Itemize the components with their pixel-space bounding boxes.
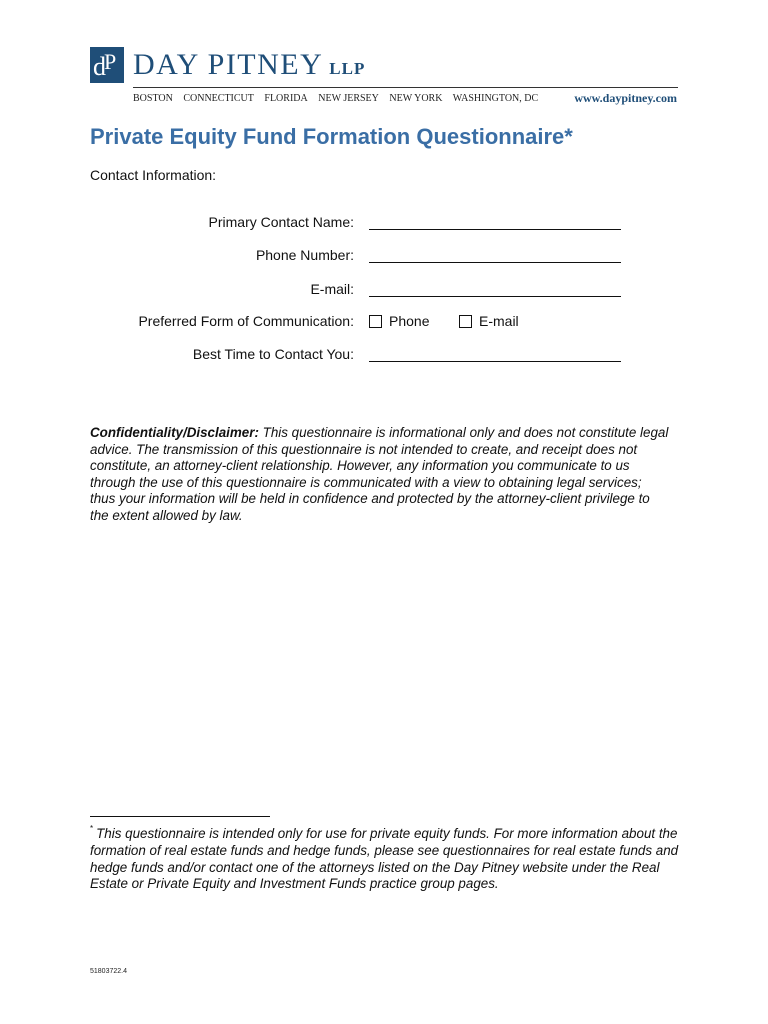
office-boston: BOSTON bbox=[133, 93, 173, 104]
best-time-field[interactable] bbox=[369, 361, 621, 362]
firm-name bbox=[133, 50, 365, 84]
preferred-communication-label: Preferred Form of Communication: bbox=[138, 313, 354, 329]
website-link[interactable]: www.daypitney.com bbox=[574, 91, 677, 105]
firm-suffix: LLP bbox=[329, 59, 366, 78]
office-connecticut: CONNECTICUT bbox=[183, 93, 254, 104]
office-new-jersey: NEW JERSEY bbox=[318, 93, 379, 104]
phone-checkbox[interactable] bbox=[369, 315, 382, 328]
svg-text:P: P bbox=[104, 49, 117, 74]
office-list bbox=[133, 93, 546, 104]
office-new-york: NEW YORK bbox=[389, 93, 443, 104]
phone-field[interactable] bbox=[369, 262, 621, 263]
office-washington-dc: WASHINGTON, DC bbox=[452, 93, 539, 104]
best-time-label: Best Time to Contact You: bbox=[192, 346, 354, 362]
email-option-label: E-mail bbox=[479, 313, 519, 329]
email-checkbox[interactable] bbox=[459, 315, 472, 328]
primary-contact-label: Primary Contact Name: bbox=[208, 214, 354, 230]
email-field[interactable] bbox=[369, 296, 621, 297]
best-time-row bbox=[0, 346, 768, 366]
contact-info-heading: Contact Information: bbox=[90, 167, 217, 183]
footnote bbox=[90, 821, 680, 893]
disclaimer-paragraph bbox=[90, 425, 670, 525]
email-label: E-mail: bbox=[310, 281, 354, 297]
firm-name-text: DAY PITNEY bbox=[133, 48, 324, 81]
phone-row bbox=[0, 247, 768, 267]
phone-option[interactable] bbox=[369, 313, 429, 329]
footnote-text: This questionnaire is intended only for use for private equity funds. For more information about the formation of real estate funds and hedge funds, please see questionnaires for real estate funds and hedge funds and/or contact one of the attorneys listed on the Day Pitney website under the Real Estate or Private Equity and Investment Funds practice group pages. bbox=[90, 826, 679, 892]
phone-option-label: Phone bbox=[389, 313, 430, 329]
office-florida: FLORIDA bbox=[264, 93, 308, 104]
footnote-marker: * bbox=[90, 824, 94, 833]
document-title: Private Equity Fund Formation Questionnaire* bbox=[90, 124, 573, 149]
disclaimer-heading: Confidentiality/Disclaimer: bbox=[90, 425, 259, 440]
svg-text:d: d bbox=[93, 52, 106, 81]
primary-contact-field[interactable] bbox=[369, 229, 621, 230]
preferred-communication-row bbox=[0, 313, 768, 333]
document-number: 51803722.4 bbox=[90, 968, 127, 975]
email-row bbox=[0, 281, 768, 301]
header-divider bbox=[133, 87, 678, 88]
phone-label: Phone Number: bbox=[255, 247, 354, 263]
email-option[interactable] bbox=[459, 313, 519, 329]
firm-logo-icon bbox=[90, 47, 124, 83]
primary-contact-row bbox=[0, 214, 768, 234]
disclaimer-text: This questionnaire is informational only and does not constitute legal advice. The transmission of this questionnaire is not intended to create, and receipt does not constitute, an attorney-client relationship. However, any information you communicate to us through the use of this questionnaire is communicated with a view to obtaining legal services; thus your information will be held in confidence and protected by the attorney-client privilege to the extent allowed by law. bbox=[90, 425, 669, 523]
footnote-divider bbox=[90, 816, 270, 817]
